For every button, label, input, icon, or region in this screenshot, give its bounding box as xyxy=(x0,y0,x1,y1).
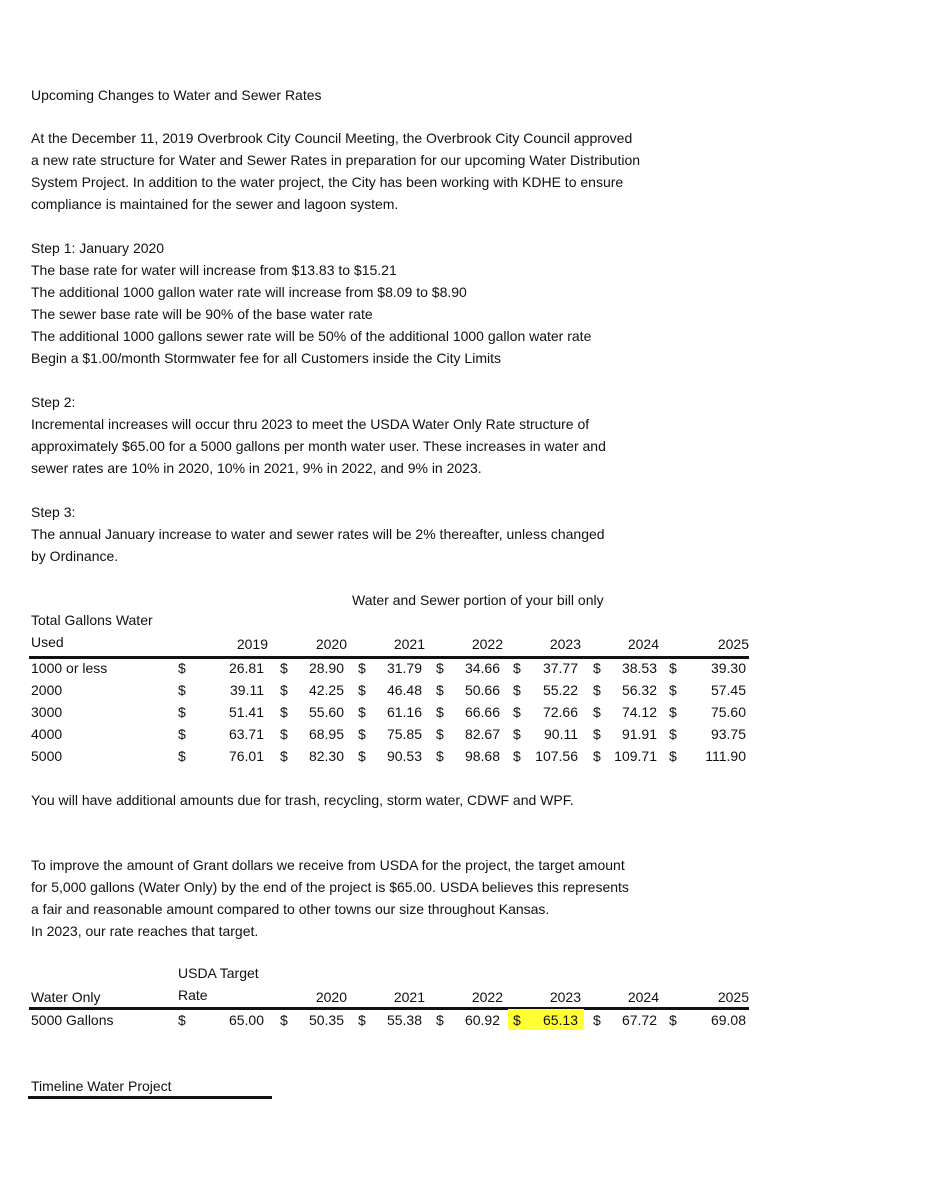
rate-value: 82.67 xyxy=(464,726,500,742)
rate-value: 82.30 xyxy=(308,748,344,764)
rate-value: 57.45 xyxy=(710,682,746,698)
year-header: 2024 xyxy=(627,989,659,1005)
rate-value: 107.56 xyxy=(535,748,578,764)
step1-line: The additional 1000 gallon water rate will increase from $8.09 to $8.90 xyxy=(31,284,467,300)
currency-symbol: $ xyxy=(669,726,677,742)
usda-target-label: USDA Target xyxy=(178,965,259,981)
rate-value: 111.90 xyxy=(705,748,746,764)
currency-symbol: $ xyxy=(669,748,677,764)
rate-value: 38.53 xyxy=(621,660,657,676)
year-header: 2019 xyxy=(236,636,268,652)
currency-symbol: $ xyxy=(280,726,288,742)
currency-symbol: $ xyxy=(669,660,677,676)
currency-symbol: $ xyxy=(669,1012,677,1028)
year-header: 2022 xyxy=(471,636,503,652)
year-header: 2024 xyxy=(627,636,659,652)
row-label: 5000 Gallons xyxy=(31,1012,114,1028)
currency-symbol: $ xyxy=(178,704,186,720)
currency-symbol: $ xyxy=(280,748,288,764)
currency-symbol: $ xyxy=(669,682,677,698)
rate-value: 76.01 xyxy=(228,748,264,764)
row-label: 3000 xyxy=(31,704,63,720)
currency-symbol: $ xyxy=(178,726,186,742)
currency-symbol: $ xyxy=(513,660,521,676)
currency-symbol: $ xyxy=(513,726,521,742)
rate-value: 75.85 xyxy=(386,726,422,742)
currency-symbol: $ xyxy=(178,660,186,676)
currency-symbol: $ xyxy=(178,748,186,764)
row-label: 1000 or less xyxy=(31,660,108,676)
currency-symbol: $ xyxy=(593,726,601,742)
rate-value: 98.68 xyxy=(464,748,500,764)
usda-target-value: 65.00 xyxy=(228,1012,264,1028)
rate-value: 66.66 xyxy=(464,704,500,720)
currency-symbol: $ xyxy=(436,660,444,676)
step3-line: The annual January increase to water and sewer rates will be 2% thereafter, unless changed xyxy=(31,526,605,542)
rate-value: 31.79 xyxy=(386,660,422,676)
row-header-label: Total Gallons Water xyxy=(31,612,153,628)
currency-symbol: $ xyxy=(593,660,601,676)
rate-value: 55.38 xyxy=(386,1012,422,1028)
currency-symbol: $ xyxy=(436,704,444,720)
usda-line: In 2023, our rate reaches that target. xyxy=(31,923,259,939)
year-header: 2020 xyxy=(315,636,347,652)
row-label: 5000 xyxy=(31,748,63,764)
year-header: 2021 xyxy=(393,989,425,1005)
rate-value: 69.08 xyxy=(710,1012,746,1028)
usda-target-label: Rate xyxy=(178,987,208,1003)
usda-line: for 5,000 gallons (Water Only) by the end of the project is $65.00. USDA believes this represents xyxy=(31,879,629,895)
intro-line: a new rate structure for Water and Sewer Rates in preparation for our upcoming Water Distribution xyxy=(31,152,641,168)
currency-symbol: $ xyxy=(513,682,521,698)
step3-line: by Ordinance. xyxy=(31,548,119,564)
currency-symbol: $ xyxy=(593,682,601,698)
rate-value: 68.95 xyxy=(308,726,344,742)
rate-value: 55.60 xyxy=(308,704,344,720)
currency-symbol: $ xyxy=(436,748,444,764)
currency-symbol: $ xyxy=(358,660,366,676)
rate-value: 51.41 xyxy=(228,704,264,720)
rate-value: 60.92 xyxy=(464,1012,500,1028)
currency-symbol: $ xyxy=(436,726,444,742)
currency-symbol: $ xyxy=(358,726,366,742)
currency-symbol: $ xyxy=(178,682,186,698)
step2-line: Incremental increases will occur thru 2023 to meet the USDA Water Only Rate structure of xyxy=(31,416,590,432)
rate-value: 75.60 xyxy=(710,704,746,720)
timeline-underline xyxy=(28,1096,272,1099)
rate-value: 34.66 xyxy=(464,660,500,676)
usda-line: a fair and reasonable amount compared to other towns our size throughout Kansas. xyxy=(31,901,550,917)
row-label: 4000 xyxy=(31,726,63,742)
step3-heading: Step 3: xyxy=(31,504,76,520)
rate-value: 61.16 xyxy=(386,704,422,720)
rate-value: 72.66 xyxy=(542,704,578,720)
year-header: 2025 xyxy=(717,989,749,1005)
currency-symbol: $ xyxy=(358,748,366,764)
rate-value: 50.66 xyxy=(464,682,500,698)
rate-value: 63.71 xyxy=(228,726,264,742)
currency-symbol: $ xyxy=(513,1012,521,1028)
step1-line: The sewer base rate will be 90% of the base water rate xyxy=(31,306,373,322)
currency-symbol: $ xyxy=(280,660,288,676)
currency-symbol: $ xyxy=(358,704,366,720)
rate-value: 109.71 xyxy=(614,748,657,764)
currency-symbol: $ xyxy=(513,748,521,764)
rate-value: 55.22 xyxy=(542,682,578,698)
row-header-label: Used xyxy=(31,634,64,650)
rate-value: 46.48 xyxy=(386,682,422,698)
rate-value: 65.13 xyxy=(542,1012,578,1028)
rate-value: 90.53 xyxy=(386,748,422,764)
usda-line: To improve the amount of Grant dollars we receive from USDA for the project, the target amount xyxy=(31,857,625,873)
currency-symbol: $ xyxy=(280,682,288,698)
year-header: 2025 xyxy=(717,636,749,652)
intro-line: compliance is maintained for the sewer and lagoon system. xyxy=(31,196,399,212)
step1-line: The additional 1000 gallons sewer rate will be 50% of the additional 1000 gallon water rate xyxy=(31,328,592,344)
year-header: 2020 xyxy=(315,989,347,1005)
year-header: 2023 xyxy=(549,636,581,652)
rate-value: 91.91 xyxy=(621,726,657,742)
step1-line: The base rate for water will increase from $13.83 to $15.21 xyxy=(31,262,397,278)
additional-amounts-note: You will have additional amounts due for trash, recycling, storm water, CDWF and WPF. xyxy=(31,792,574,808)
currency-symbol: $ xyxy=(280,1012,288,1028)
rate-value: 42.25 xyxy=(308,682,344,698)
page-title: Upcoming Changes to Water and Sewer Rates xyxy=(31,87,322,103)
step2-line: approximately $65.00 for a 5000 gallons per month water user. These increases in water and xyxy=(31,438,606,454)
year-header: 2023 xyxy=(549,989,581,1005)
currency-symbol: $ xyxy=(178,1012,186,1028)
step2-heading: Step 2: xyxy=(31,394,76,410)
year-header: 2021 xyxy=(393,636,425,652)
currency-symbol: $ xyxy=(358,1012,366,1028)
step1-line: Begin a $1.00/month Stormwater fee for all Customers inside the City Limits xyxy=(31,350,501,366)
intro-line: At the December 11, 2019 Overbrook City Council Meeting, the Overbrook City Council approved xyxy=(31,130,633,146)
currency-symbol: $ xyxy=(280,704,288,720)
currency-symbol: $ xyxy=(593,748,601,764)
rate-value: 37.77 xyxy=(542,660,578,676)
step2-line: sewer rates are 10% in 2020, 10% in 2021, 9% in 2022, and 9% in 2023. xyxy=(31,460,482,476)
year-header: 2022 xyxy=(471,989,503,1005)
rate-value: 28.90 xyxy=(308,660,344,676)
step1-heading: Step 1: January 2020 xyxy=(31,240,165,256)
timeline-heading: Timeline Water Project xyxy=(31,1078,172,1094)
intro-line: System Project. In addition to the water project, the City has been working with KDHE to ensure xyxy=(31,174,624,190)
rate-value: 74.12 xyxy=(621,704,657,720)
currency-symbol: $ xyxy=(358,682,366,698)
currency-symbol: $ xyxy=(593,1012,601,1028)
table-caption: Water and Sewer portion of your bill only xyxy=(352,592,604,608)
rate-value: 90.11 xyxy=(544,726,578,742)
rate-value: 26.81 xyxy=(228,660,264,676)
rate-value: 93.75 xyxy=(710,726,746,742)
rate-value: 39.30 xyxy=(710,660,746,676)
water-only-label: Water Only xyxy=(31,989,101,1005)
currency-symbol: $ xyxy=(593,704,601,720)
currency-symbol: $ xyxy=(436,1012,444,1028)
rate-value: 50.35 xyxy=(308,1012,344,1028)
currency-symbol: $ xyxy=(513,704,521,720)
rate-value: 39.11 xyxy=(230,682,264,698)
rate-value: 67.72 xyxy=(621,1012,657,1028)
currency-symbol: $ xyxy=(436,682,444,698)
currency-symbol: $ xyxy=(669,704,677,720)
rate-value: 56.32 xyxy=(621,682,657,698)
row-label: 2000 xyxy=(31,682,63,698)
